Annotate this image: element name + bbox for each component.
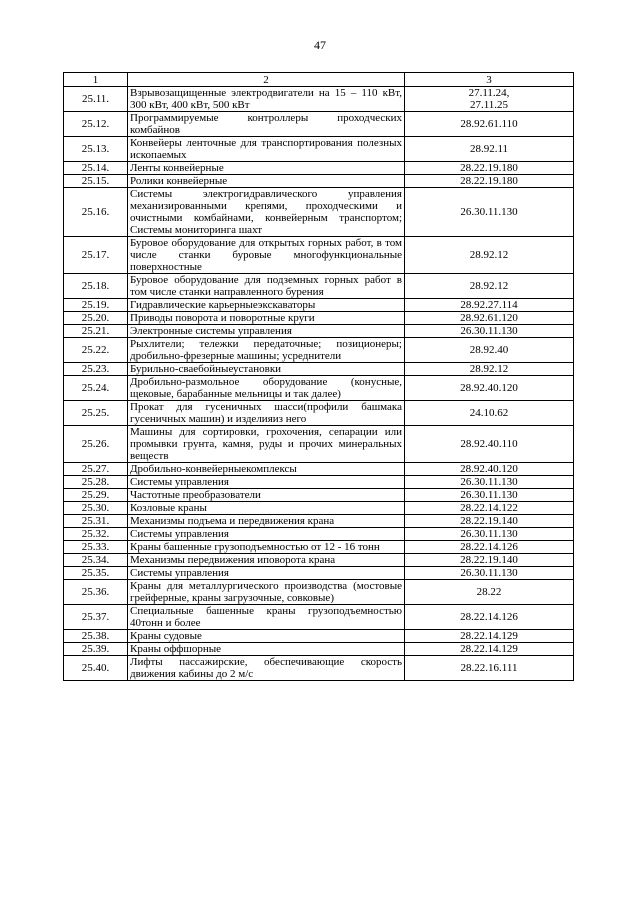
- table-row: [64, 162, 574, 175]
- row-number: 25.22.: [64, 338, 128, 363]
- row-number: 25.18.: [64, 274, 128, 299]
- row-number: 25.11.: [64, 87, 128, 112]
- row-code: 28.92.27.114: [405, 299, 574, 312]
- row-name: Системы управления: [128, 528, 405, 541]
- row-number: 25.32.: [64, 528, 128, 541]
- row-code: 28.92.40: [405, 338, 574, 363]
- row-code: 28.92.40.110: [405, 426, 574, 463]
- row-code: 28.92.40.120: [405, 463, 574, 476]
- table-row: [64, 605, 574, 630]
- row-code: 26.30.11.130: [405, 489, 574, 502]
- row-code: 28.22.19.180: [405, 162, 574, 175]
- row-name: Бурильно-сваебойныеустановки: [128, 363, 405, 376]
- row-name: Ленты конвейерные: [128, 162, 405, 175]
- table-row: [64, 188, 574, 237]
- row-code: 28.92.61.110: [405, 112, 574, 137]
- row-name: Буровое оборудование для открытых горных работ, в том числе станки буровые многофункциональные поверхностные: [128, 237, 405, 274]
- table-row: [64, 528, 574, 541]
- table-row: [64, 643, 574, 656]
- row-name: Системы электрогидравлического управления механизированными крепями, проходческими и очистными комбайнами, конвейерным транспортом; Системы мониторинга шахт: [128, 188, 405, 237]
- table-row: [64, 338, 574, 363]
- row-name: Конвейеры ленточные для транспортирования полезных ископаемых: [128, 137, 405, 162]
- row-name: Краны башенные грузоподъемностью от 12 - 16 тонн: [128, 541, 405, 554]
- row-name: Краны судовые: [128, 630, 405, 643]
- row-number: 25.40.: [64, 656, 128, 681]
- row-code: 26.30.11.130: [405, 567, 574, 580]
- row-code: 28.22: [405, 580, 574, 605]
- row-number: 25.19.: [64, 299, 128, 312]
- row-code: 26.30.11.130: [405, 325, 574, 338]
- row-code: 27.11.24, 27.11.25: [405, 87, 574, 112]
- table-row: [64, 363, 574, 376]
- table-row: [64, 463, 574, 476]
- row-name: Дробильно-размольное оборудование (конусные, щековые, барабанные мельницы и так далее): [128, 376, 405, 401]
- row-number: 25.31.: [64, 515, 128, 528]
- row-number: 25.17.: [64, 237, 128, 274]
- row-name: Специальные башенные краны грузоподъемностью 40тонн и более: [128, 605, 405, 630]
- row-code: 28.22.14.129: [405, 643, 574, 656]
- row-name: Дробильно-конвейерныекомплексы: [128, 463, 405, 476]
- row-number: 25.23.: [64, 363, 128, 376]
- row-name: Козловые краны: [128, 502, 405, 515]
- table-row: [64, 656, 574, 681]
- table-row: [64, 489, 574, 502]
- row-number: 25.37.: [64, 605, 128, 630]
- row-code: 26.30.11.130: [405, 476, 574, 489]
- row-name: Системы управления: [128, 476, 405, 489]
- row-name: Лифты пассажирские, обеспечивающие скорость движения кабины до 2 м/с: [128, 656, 405, 681]
- table-row: [64, 237, 574, 274]
- row-code: 28.92.12: [405, 274, 574, 299]
- page-number: 47: [314, 38, 326, 52]
- row-code: 28.22.19.140: [405, 515, 574, 528]
- column-header-name: 2: [128, 73, 405, 87]
- table-row: [64, 567, 574, 580]
- table-row: [64, 325, 574, 338]
- row-name: Частотные преобразователи: [128, 489, 405, 502]
- row-code: 28.22.16.111: [405, 656, 574, 681]
- row-code: 28.22.14.126: [405, 605, 574, 630]
- row-name: Ролики конвейерные: [128, 175, 405, 188]
- row-code: 28.22.14.126: [405, 541, 574, 554]
- row-name: Машины для сортировки, грохочения, сепарации или промывки грунта, камня, руды и прочих минеральных веществ: [128, 426, 405, 463]
- row-number: 25.26.: [64, 426, 128, 463]
- row-number: 25.13.: [64, 137, 128, 162]
- table-row: [64, 476, 574, 489]
- row-name: Буровое оборудование для подземных горных работ в том числе станки направленного бурения: [128, 274, 405, 299]
- row-number: 25.28.: [64, 476, 128, 489]
- row-name: Краны оффшорные: [128, 643, 405, 656]
- table-row: [64, 175, 574, 188]
- table-row: [64, 376, 574, 401]
- row-code: 28.22.14.129: [405, 630, 574, 643]
- row-code: 24.10.62: [405, 401, 574, 426]
- row-number: 25.27.: [64, 463, 128, 476]
- row-number: 25.36.: [64, 580, 128, 605]
- table-row: [64, 554, 574, 567]
- table-row: [64, 312, 574, 325]
- table-header-row: [64, 73, 574, 87]
- table-row: [64, 299, 574, 312]
- table-row: [64, 112, 574, 137]
- row-name: Механизмы передвижения иповорота крана: [128, 554, 405, 567]
- row-number: 25.34.: [64, 554, 128, 567]
- row-code: 28.22.19.180: [405, 175, 574, 188]
- row-name: Механизмы подъема и передвижения крана: [128, 515, 405, 528]
- row-name: Системы управления: [128, 567, 405, 580]
- row-number: 25.33.: [64, 541, 128, 554]
- column-header-code: 3: [405, 73, 574, 87]
- row-code: 28.92.61.120: [405, 312, 574, 325]
- table-row: [64, 515, 574, 528]
- row-code: 28.92.11: [405, 137, 574, 162]
- table-row: [64, 137, 574, 162]
- row-code: 28.22.14.122: [405, 502, 574, 515]
- row-code: 28.92.12: [405, 237, 574, 274]
- row-number: 25.12.: [64, 112, 128, 137]
- table-row: [64, 580, 574, 605]
- table-row: [64, 274, 574, 299]
- row-name: Программируемые контроллеры проходческих комбайнов: [128, 112, 405, 137]
- row-code: 26.30.11.130: [405, 188, 574, 237]
- row-name: Электронные системы управления: [128, 325, 405, 338]
- column-header-number: 1: [64, 73, 128, 87]
- equipment-table: [63, 72, 574, 681]
- row-number: 25.30.: [64, 502, 128, 515]
- row-number: 25.24.: [64, 376, 128, 401]
- table-row: [64, 541, 574, 554]
- row-name: Краны для металлургического производства (мостовые грейферные, краны загрузочные, совковые): [128, 580, 405, 605]
- row-code: 28.22.19.140: [405, 554, 574, 567]
- row-name: Рыхлители; тележки передаточные; позиционеры; дробильно-фрезерные машины; усреднители: [128, 338, 405, 363]
- row-number: 25.14.: [64, 162, 128, 175]
- row-number: 25.20.: [64, 312, 128, 325]
- row-number: 25.21.: [64, 325, 128, 338]
- table-row: [64, 502, 574, 515]
- table-row: [64, 630, 574, 643]
- table-row: [64, 401, 574, 426]
- row-name: Гидравлические карьерныеэкскаваторы: [128, 299, 405, 312]
- row-number: 25.29.: [64, 489, 128, 502]
- row-number: 25.35.: [64, 567, 128, 580]
- row-name: Приводы поворота и поворотные круги: [128, 312, 405, 325]
- table-row: [64, 426, 574, 463]
- row-number: 25.25.: [64, 401, 128, 426]
- row-number: 25.39.: [64, 643, 128, 656]
- row-number: 25.15.: [64, 175, 128, 188]
- row-name: Взрывозащищенные электродвигатели на 15 – 110 кВт, 300 кВт, 400 кВт, 500 кВт: [128, 87, 405, 112]
- row-code: 28.92.12: [405, 363, 574, 376]
- row-code: 28.92.40.120: [405, 376, 574, 401]
- row-number: 25.16.: [64, 188, 128, 237]
- row-number: 25.38.: [64, 630, 128, 643]
- row-name: Прокат для гусеничных шасси(профили башмака гусеничных машин) и изделияиз него: [128, 401, 405, 426]
- row-code: 26.30.11.130: [405, 528, 574, 541]
- table-row: [64, 87, 574, 112]
